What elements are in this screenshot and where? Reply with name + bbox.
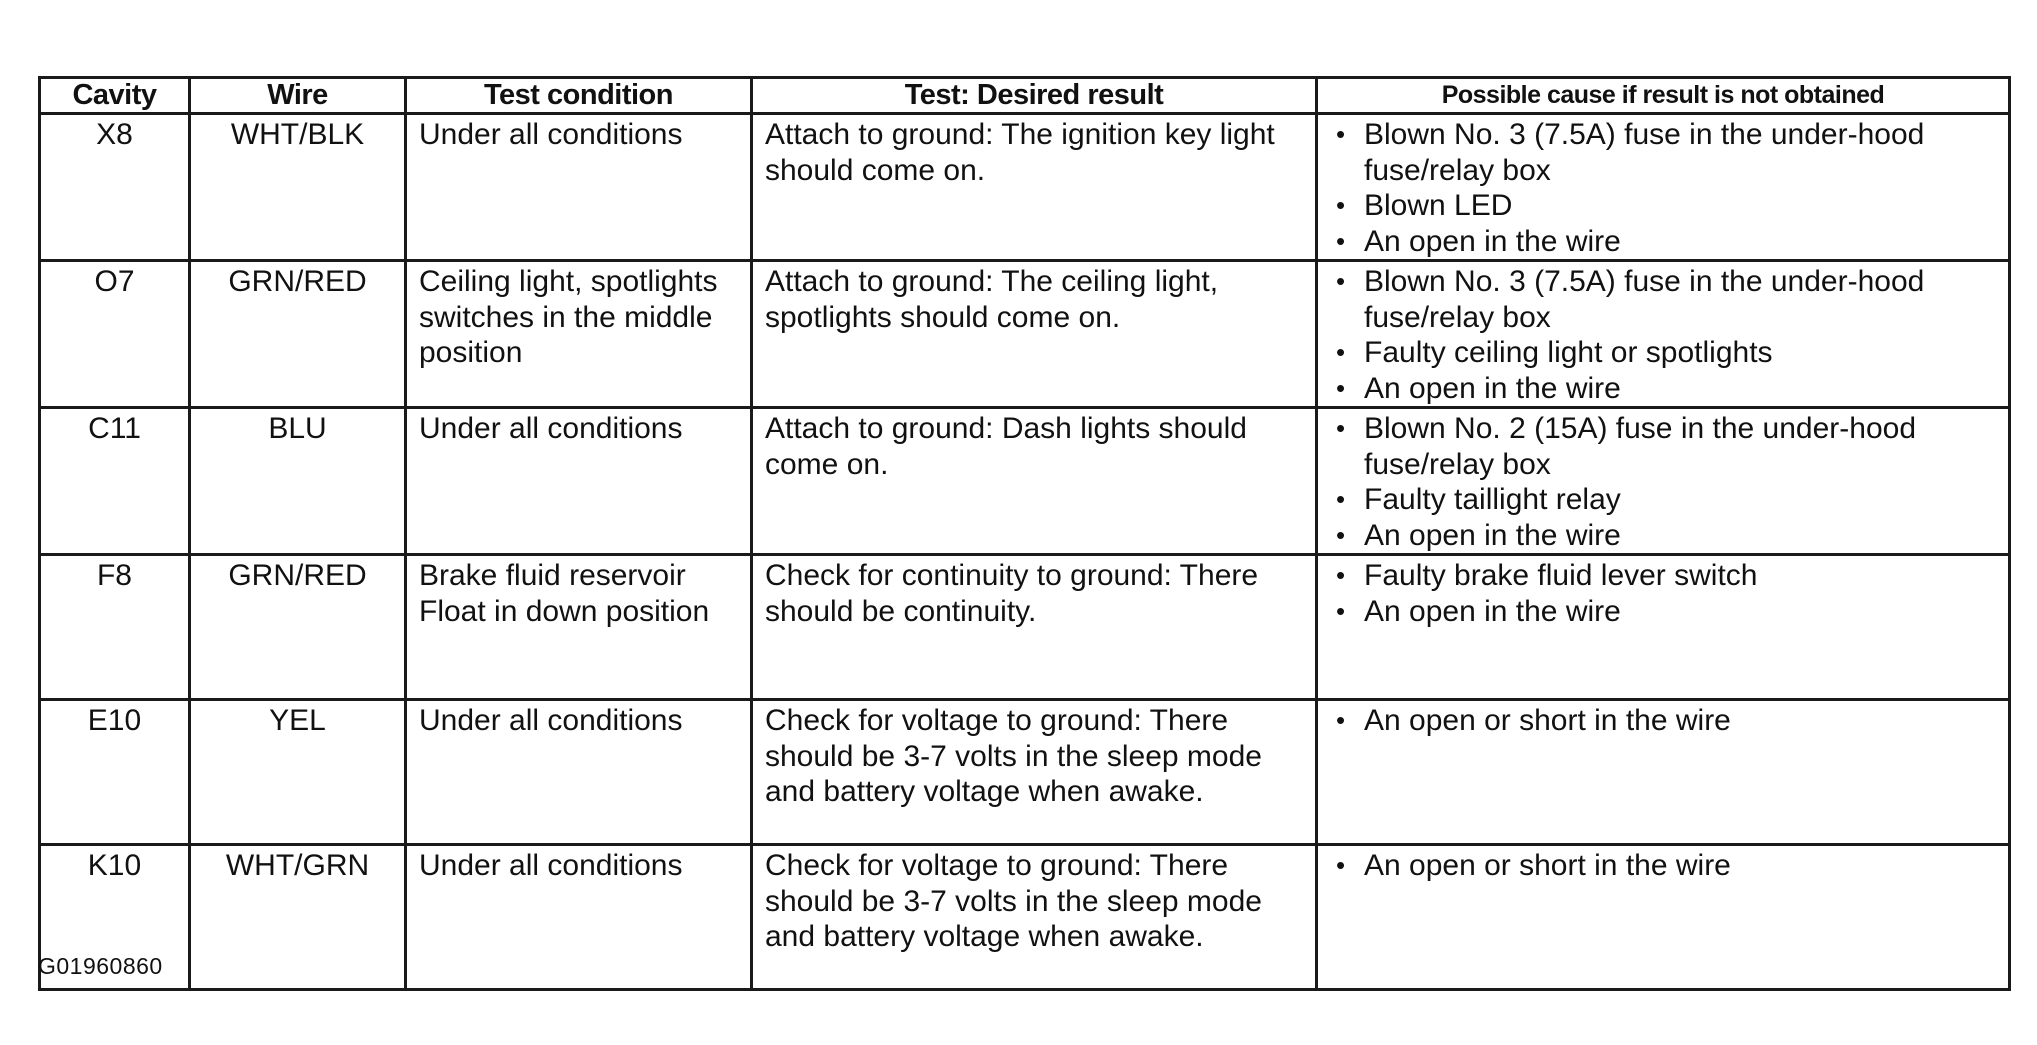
cause-item: • Faulty ceiling light or spotlights [1364, 335, 2002, 371]
cause-item: • An open in the wire [1364, 224, 2002, 260]
condition-value: Under all conditions [419, 412, 683, 445]
cause-cell [1317, 555, 2010, 700]
result-cell [752, 700, 1317, 845]
table-row [40, 845, 2010, 990]
diagnostic-table [38, 76, 2011, 991]
cavity-value: C11 [88, 412, 141, 445]
table-row [40, 555, 2010, 700]
wire-cell [190, 261, 406, 408]
cavity-value: F8 [96, 559, 132, 592]
result-cell [752, 261, 1317, 408]
cavity-value: E10 [87, 704, 142, 737]
cause-list [1318, 846, 2008, 884]
cause-list [1318, 701, 2008, 739]
condition-value: Under all conditions [419, 704, 683, 737]
cause-list [1318, 409, 2008, 553]
wire-cell [190, 408, 406, 555]
header-possible-cause: Possible cause if result is not obtained [1317, 78, 2010, 114]
cause-cell [1317, 114, 2010, 261]
cause-cell [1317, 700, 2010, 845]
result-value: Attach to ground: The ignition key light should come on. [765, 118, 1275, 187]
header-test-condition: Test condition [406, 78, 752, 114]
table-row [40, 700, 2010, 845]
condition-cell [406, 845, 752, 990]
result-cell [752, 845, 1317, 990]
cause-item: • An open in the wire [1364, 518, 2002, 554]
condition-cell [406, 261, 752, 408]
cause-item: • Faulty taillight relay [1364, 482, 2002, 518]
condition-value: Under all conditions [419, 849, 683, 882]
cause-item: • Blown No. 3 (7.5A) fuse in the under-hood fuse/relay box [1364, 264, 2002, 335]
cause-list [1318, 262, 2008, 406]
cause-item: • Blown No. 3 (7.5A) fuse in the under-hood fuse/relay box [1364, 117, 2002, 188]
cavity-cell [40, 700, 190, 845]
cause-cell [1317, 845, 2010, 990]
diagnostic-table-container [38, 76, 2008, 991]
condition-cell [406, 114, 752, 261]
result-cell [752, 555, 1317, 700]
header-desired-result: Test: Desired result [752, 78, 1317, 114]
cause-item: • An open in the wire [1364, 594, 2002, 630]
condition-value: Ceiling light, spotlights switches in the middle position [419, 265, 718, 369]
wire-value: WHT/GRN [225, 849, 370, 882]
cause-item: • Blown No. 2 (15A) fuse in the under-hood fuse/relay box [1364, 411, 2002, 482]
condition-cell [406, 555, 752, 700]
cavity-value: O7 [94, 265, 135, 298]
cavity-cell [40, 261, 190, 408]
result-cell [752, 114, 1317, 261]
figure-id: G01960860 [38, 953, 163, 979]
cause-list [1318, 115, 2008, 259]
cause-item: • Blown LED [1364, 188, 2002, 224]
condition-cell [406, 408, 752, 555]
wire-value: GRN/RED [228, 265, 367, 298]
table-row [40, 408, 2010, 555]
cause-cell [1317, 408, 2010, 555]
cavity-cell [40, 555, 190, 700]
result-cell [752, 408, 1317, 555]
cause-list [1318, 556, 2008, 629]
header-wire: Wire [190, 78, 406, 114]
condition-value: Under all conditions [419, 118, 683, 151]
cavity-cell [40, 408, 190, 555]
cavity-cell [40, 114, 190, 261]
wire-value: YEL [269, 704, 326, 737]
result-value: Check for voltage to ground: There should be 3-7 volts in the sleep mode and battery voltage when awake. [765, 704, 1262, 808]
cause-item: • Faulty brake fluid lever switch [1364, 558, 2002, 594]
table-body [40, 114, 2010, 990]
cavity-value: X8 [96, 118, 133, 151]
wire-cell [190, 114, 406, 261]
condition-value: Brake fluid reservoir Float in down position [419, 559, 710, 628]
wire-cell [190, 700, 406, 845]
result-value: Check for voltage to ground: There should be 3-7 volts in the sleep mode and battery voltage when awake. [765, 849, 1262, 953]
result-value: Attach to ground: Dash lights should come on. [765, 412, 1247, 481]
condition-cell [406, 700, 752, 845]
table-header-row [40, 78, 2010, 114]
header-cavity: Cavity [40, 78, 190, 114]
result-value: Attach to ground: The ceiling light, spotlights should come on. [765, 265, 1219, 334]
cause-cell [1317, 261, 2010, 408]
cause-item: • An open or short in the wire [1364, 848, 2002, 884]
wire-cell [190, 555, 406, 700]
table-row [40, 261, 2010, 408]
cause-item: • An open in the wire [1364, 371, 2002, 407]
cause-item: • An open or short in the wire [1364, 703, 2002, 739]
wire-value: WHT/BLK [230, 118, 365, 151]
cavity-value: K10 [87, 849, 142, 882]
wire-cell [190, 845, 406, 990]
wire-value: BLU [268, 412, 327, 445]
table-row [40, 114, 2010, 261]
result-value: Check for continuity to ground: There should be continuity. [765, 559, 1259, 628]
wire-value: GRN/RED [228, 559, 367, 592]
